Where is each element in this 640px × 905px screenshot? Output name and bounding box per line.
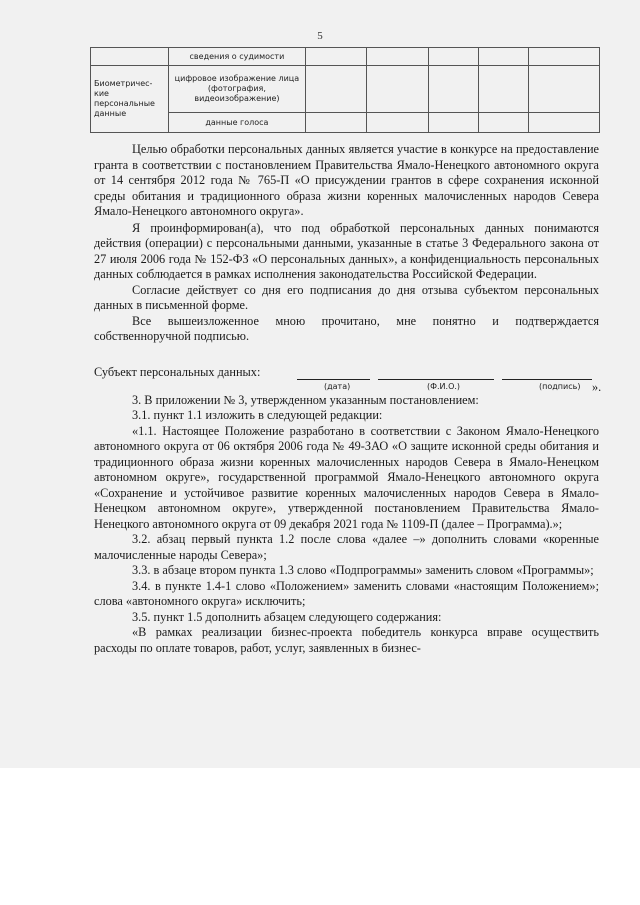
amendment-3-2: 3.2. абзац первый пункта 1.2 после слова «далее –» дополнить словами «коренные малочисленные народы Севера»;: [94, 532, 599, 562]
table-cell: данные голоса: [169, 113, 305, 133]
table-cell: [91, 48, 169, 66]
validity-paragraph: Согласие действует со дня его подписания до дня отзыва субъектом персональных данных в письменной форме.: [94, 282, 599, 312]
table-cell: [305, 48, 367, 66]
date-blank: [297, 379, 370, 380]
page-number: 5: [317, 30, 323, 42]
sign-caption: (подпись): [539, 381, 581, 391]
amendment-3: 3. В приложении № 3, утвержденном указанным постановлением:: [132, 392, 479, 407]
amendment-3-1: 3.1. пункт 1.1 изложить в следующей редакции:: [132, 408, 383, 422]
table-cell: [428, 66, 478, 113]
personal-data-table: [90, 47, 600, 133]
table-cell: [428, 113, 478, 133]
table-cell: [478, 66, 528, 113]
document-body: [94, 142, 602, 656]
amendment-3-4: 3.4. в пункте 1.4-1 слово «Положением» заменить словами «настоящим Положением»; слова «автономного округа» исключить;: [94, 578, 599, 608]
table-cell: [529, 66, 600, 113]
table-cell: Биометричес-кие персональные данные: [91, 66, 169, 133]
signature-label: Субъект персональных данных:: [94, 364, 261, 379]
table-cell: [529, 48, 600, 66]
table-row: [91, 66, 600, 113]
amendment-3-3: 3.3. в абзаце втором пункта 1.3 слово «Подпрограммы» заменить словом «Программы»;: [132, 563, 594, 577]
amendment-1-1-text: «1.1. Настоящее Положение разработано в соответствии с Законом Ямало-Ненецкого автономного округа от 06 октября 2006 года № 49-ЗАО «О защите исконной среды обитания и традиционного образа жизни коренных малочисленных народов Севера в Ямало-Ненецком автономном округе», государственной программой Ямало-Ненецкого автономного округа «Сохранение и устойчивое развитие коренных малочисленных народов Севера в Ямало-Ненецком автономном округе», утвержденной постановлением Правительства Ямало-Ненецкого автономного округа от 09 декабря 2021 года № 1109-П (далее – Программа).»;: [94, 423, 599, 531]
table-cell: [367, 113, 429, 133]
confirmation-paragraph: Все вышеизложенное мною прочитано, мне понятно и подтверждается собственноручной подписью.: [94, 313, 599, 343]
signature-line: [94, 365, 599, 381]
table-cell: [428, 48, 478, 66]
table-cell: [367, 66, 429, 113]
table-cell: [478, 113, 528, 133]
fio-blank: [378, 379, 494, 380]
table-cell: [305, 66, 367, 113]
amendment-3-5: 3.5. пункт 1.5 дополнить абзацем следующего содержания:: [132, 609, 442, 624]
sign-blank: [502, 379, 592, 380]
table-cell: [529, 113, 600, 133]
purpose-paragraph: Целью обработки персональных данных является участие в конкурсе на предоставление гранта в соответствии с постановлением Правительства Ямало-Ненецкого автономного округа от 14 сентября 2012 года № 765-П «О присуждении грантов в сфере сохранения исконной среды обитания и традиционного образа жизни коренных малочисленных народов Севера Ямало-Ненецкого автономного округа».: [94, 142, 599, 218]
signature-captions: [94, 379, 602, 394]
table-cell: [478, 48, 528, 66]
amendment-3-5-quote: «В рамках реализации бизнес-проекта победитель конкурса вправе осуществить расходы по оплате товаров, работ, услуг, заявленных в бизнес-: [94, 625, 599, 655]
table-row: [91, 48, 600, 66]
closing-quote: ».: [592, 379, 602, 394]
table-cell: [305, 113, 367, 133]
table-cell: сведения о судимости: [169, 48, 305, 66]
informed-paragraph: Я проинформирован(а), что под обработкой персональных данных понимаются действия (операции) с персональными данными, указанные в статье 3 Федерального закона от 27 июля 2006 года № 152-ФЗ «О персональных данных», а конфиденциальность персональных данных соблюдается в рамках исполнения законодательства Российской Федерации.: [94, 220, 599, 281]
date-caption: (дата): [324, 381, 351, 391]
fio-caption: (Ф.И.О.): [427, 381, 461, 391]
table-cell: [367, 48, 429, 66]
table-cell: цифровое изображение лица (фотография, видеоизображение): [169, 66, 305, 113]
